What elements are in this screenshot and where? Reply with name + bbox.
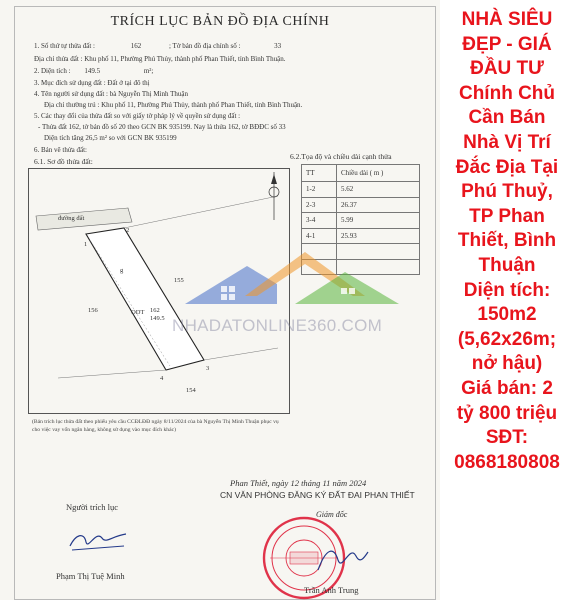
ad-line: ĐẦU TƯ <box>470 58 544 80</box>
ad-line: Giá bán: 2 <box>461 377 553 399</box>
watermark-text: NHADATONLINE360.COM <box>172 316 383 335</box>
table-row <box>302 213 420 229</box>
neighbour-155-label: 155 <box>174 277 184 284</box>
ad-line: tỷ 800 triệu <box>456 402 558 424</box>
parcel-number-label: 162 <box>150 307 160 314</box>
map-sheet-label: ; Tờ bản đồ địa chính số : <box>168 42 241 50</box>
extractor-title: Người trích lục <box>66 502 119 512</box>
ad-phone: 0868180808 <box>454 451 560 473</box>
parcel-letter-g: g <box>120 267 124 274</box>
edge-length: 25.93 <box>337 228 420 244</box>
column-header-length: Chiều dài ( m ) <box>337 165 420 182</box>
ad-line: Đắc Địa Tại <box>455 156 559 178</box>
extract-note: (Bản trích lục thửa đất theo phiếu yêu cầu CCĐLĐĐ ngày 8/11/2024 của bà Nguyễn Thị Minh Thuận phục vụ cho việc vay vốn ngân hàng, không sử dụng vào mục đích khác) <box>32 419 279 433</box>
watermark-logo-icon <box>185 252 399 316</box>
area-line <box>34 67 153 75</box>
ad-line: Diện tích: <box>463 279 551 301</box>
parcel-number: 162 <box>130 42 142 50</box>
ad-line: SĐT: <box>485 427 529 449</box>
document-title: TRÍCH LỤC BẢN ĐỒ ĐỊA CHÍNH <box>110 14 330 29</box>
signing-date: Phan Thiết, ngày 12 tháng 11 năm 2024 <box>230 478 367 488</box>
neighbour-156-label: 156 <box>88 307 98 314</box>
ad-line: Phú Thuỷ, <box>461 181 553 203</box>
edge-length: 5.62 <box>337 182 420 198</box>
ad-line: NHÀ SIÊU <box>461 9 553 30</box>
land-type-label: ODT <box>131 309 145 316</box>
extractor-name: Phạm Thị Tuệ Minh <box>56 571 125 581</box>
edge-name: 2-3 <box>302 197 337 213</box>
point-1-label: 1 <box>84 241 88 248</box>
ad-line: ĐẸP - GIÁ <box>462 33 552 55</box>
ad-line: Cần Bán <box>468 107 546 129</box>
edge-length: 26.37 <box>337 197 420 213</box>
director-signature <box>312 540 372 580</box>
ad-line: Chính Chủ <box>458 82 556 104</box>
user-address: Địa chỉ thường trú : Khu phố 11, Phường Phú Thủy, thành phố Phan Thiết, tỉnh Bình Thuận. <box>44 101 303 109</box>
changes-heading: 5. Các thay đổi của thửa đất so với giấy tờ pháp lý về quyền sử dụng đất : <box>34 112 241 120</box>
edge-length: 5.99 <box>337 213 420 229</box>
issuing-office: CN VĂN PHÒNG ĐĂNG KÝ ĐẤT ĐAI PHAN THIẾT <box>220 490 415 500</box>
land-purpose: 3. Mục đích sử dụng đất : Đất ở tại đô thị <box>34 79 150 87</box>
changes-line-1: - Thửa đất 162, tờ bản đồ số 20 theo GCN BK 935199. Nay là thửa 162, tờ BĐĐC số 33 <box>38 123 286 131</box>
north-arrow-icon <box>269 172 279 220</box>
road-label: đường đất <box>58 215 85 222</box>
neighbour-154-label: 154 <box>186 387 196 394</box>
neighbour-boundary <box>124 196 278 228</box>
edge-name: 3-4 <box>302 213 337 229</box>
ad-line: TP Phan <box>469 205 545 227</box>
parcel-address: Địa chỉ thửa đất : Khu phố 11, Phường Phú Thủy, thành phố Phan Thiết, tỉnh Bình Thuận. <box>34 55 286 63</box>
point-2-label: 2 <box>126 227 130 234</box>
ad-line: Nhà Vị Trí <box>463 131 551 153</box>
ad-line: Thiết, Bình <box>457 230 557 252</box>
area-unit: m²; <box>143 67 154 75</box>
land-user: 4. Tên người sử dụng đất : bà Nguyễn Thị Minh Thuận <box>34 90 188 98</box>
edge-name: 4-1 <box>302 228 337 244</box>
coordinates-heading: 6.2.Tọa độ và chiều dài cạnh thửa <box>290 152 392 161</box>
edge-name: 1-2 <box>302 182 337 198</box>
drawing-heading: 6. Bản vẽ thửa đất: <box>34 146 87 154</box>
point-4-label: 4 <box>160 375 164 382</box>
ad-line: (5,62x26m; <box>457 328 557 350</box>
parcel-line <box>34 42 281 50</box>
parcel-area-label: 149.5 <box>150 315 165 322</box>
sketch-heading: 6.1. Sơ đồ thửa đất: <box>34 157 93 166</box>
ad-line: Thuận <box>478 254 536 276</box>
table-row <box>302 197 420 213</box>
neighbour-boundary <box>58 370 166 378</box>
neighbour-boundary <box>204 348 278 360</box>
changes-line-2: Diện tích tăng 26,5 m² so với GCN BK 935199 <box>44 134 177 142</box>
map-sheet-number: 33 <box>274 42 282 50</box>
parcel-label: 1. Số thứ tự thửa đất : <box>34 42 95 50</box>
table-row <box>302 228 420 244</box>
director-title: Giám đốc <box>316 510 348 519</box>
ad-line: 150m2 <box>477 304 537 326</box>
area-value: 149.5 <box>84 67 101 75</box>
table-row <box>302 182 420 198</box>
director-name: Trần Anh Trung <box>304 585 359 595</box>
extractor-signature <box>66 524 130 556</box>
listing-ad-text <box>442 8 572 475</box>
table-header-row <box>302 165 420 182</box>
column-header-tt: TT <box>302 165 337 182</box>
point-3-label: 3 <box>206 365 210 372</box>
ad-line: nở hậu) <box>471 353 543 375</box>
area-label: 2. Diện tích : <box>34 67 71 75</box>
